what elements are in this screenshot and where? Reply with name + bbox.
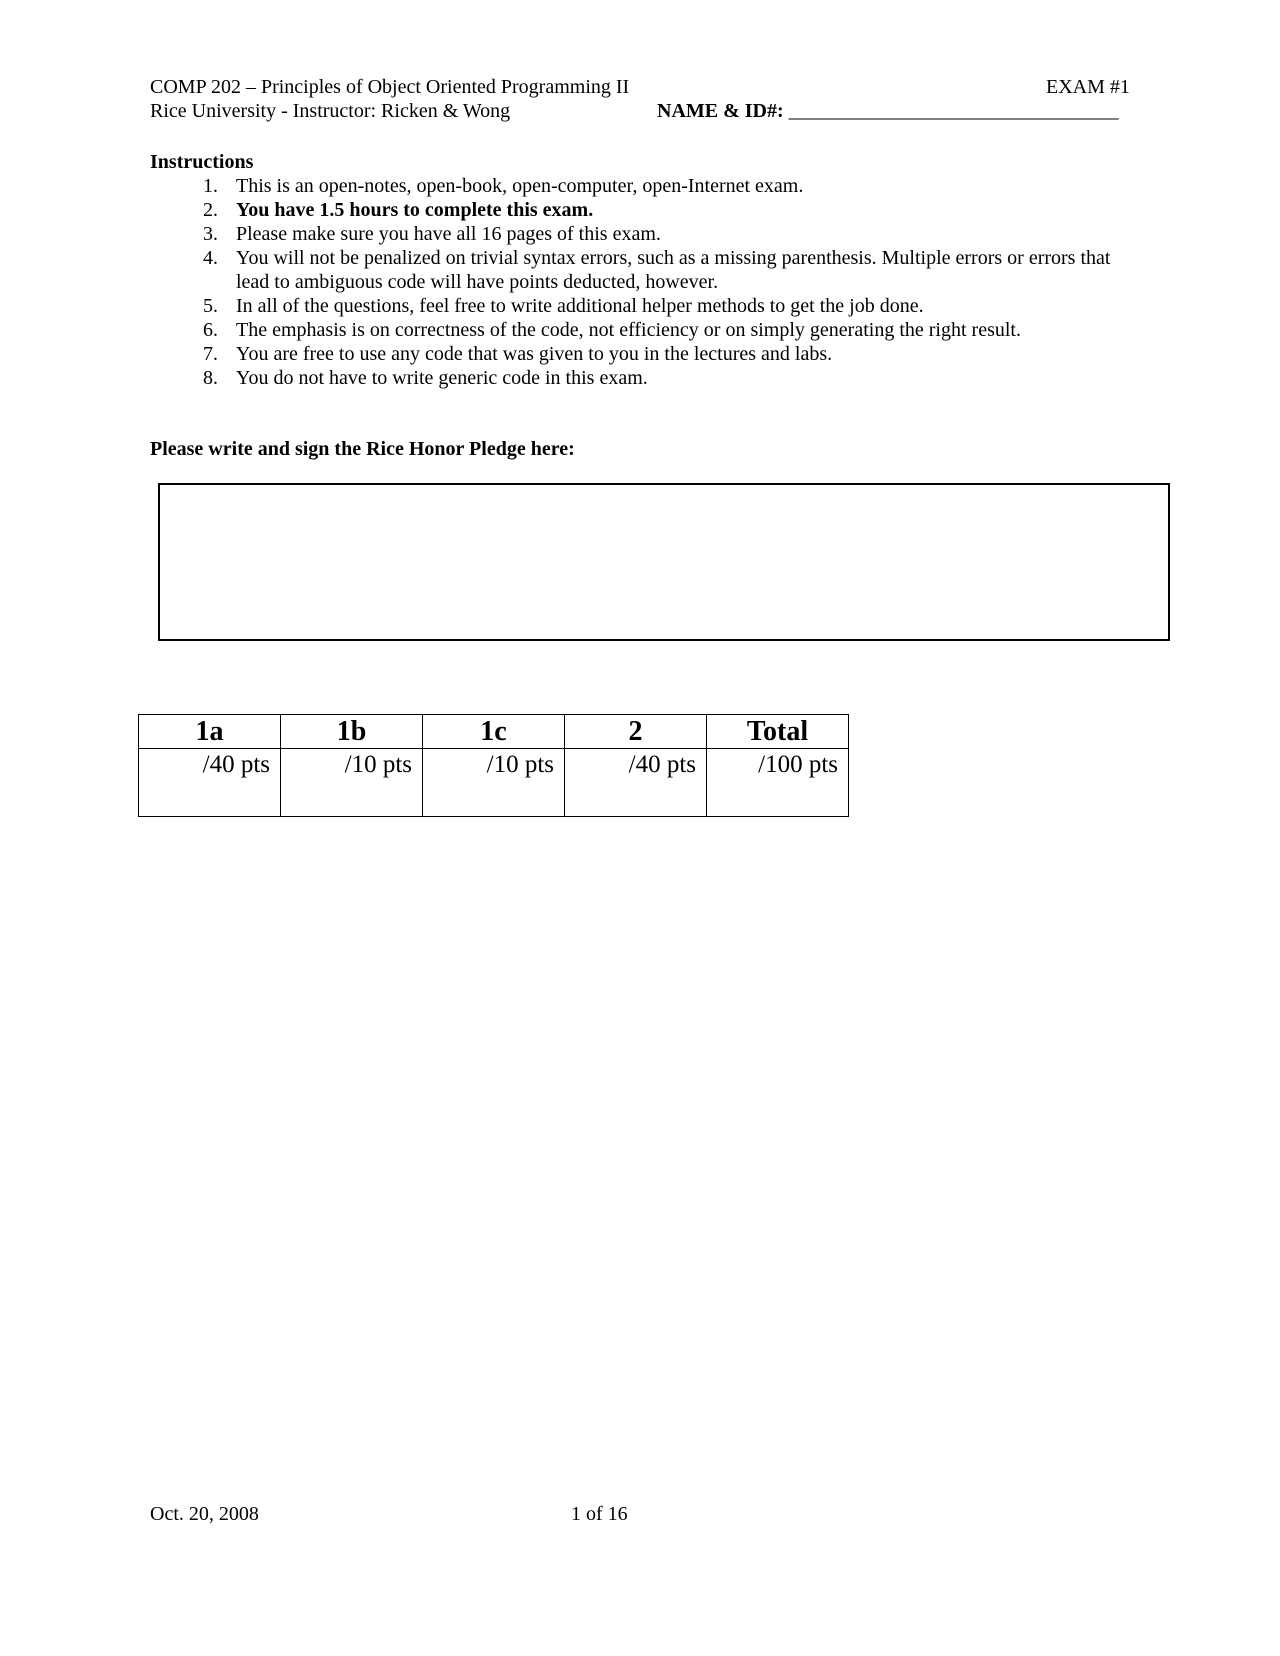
list-item xyxy=(150,342,1130,366)
list-item xyxy=(150,318,1130,342)
column-header: 1b xyxy=(281,715,423,749)
list-item xyxy=(150,294,1130,318)
item-number: 2. xyxy=(203,199,218,221)
pledge-label: Please write and sign the Rice Honor Pledge here: xyxy=(150,438,575,460)
item-number: 5. xyxy=(203,295,218,317)
instructions-title: Instructions xyxy=(150,151,254,173)
name-id-line xyxy=(657,99,1119,123)
column-header: 1c xyxy=(423,715,565,749)
list-item xyxy=(150,246,1130,294)
instructions-list xyxy=(150,174,1130,390)
column-header: 1a xyxy=(139,715,281,749)
item-number: 7. xyxy=(203,343,218,365)
footer-date: Oct. 20, 2008 xyxy=(150,1503,259,1525)
name-id-label: NAME & ID#: xyxy=(657,100,784,122)
table-header-row xyxy=(139,715,849,749)
pledge-box[interactable] xyxy=(158,483,1170,641)
course-title: COMP 202 – Principles of Object Oriented Programming II xyxy=(150,76,630,98)
item-number: 6. xyxy=(203,319,218,341)
item-text: You do not have to write generic code in this exam. xyxy=(236,367,648,389)
university-instructor: Rice University - Instructor: Ricken & Wong xyxy=(150,100,511,122)
column-header: Total xyxy=(707,715,849,749)
item-number: 4. xyxy=(203,247,218,269)
footer-page-number: 1 of 16 xyxy=(571,1503,628,1525)
score-cell[interactable]: /40 pts xyxy=(565,749,707,817)
item-text: You are free to use any code that was given to you in the lectures and labs. xyxy=(236,343,833,365)
item-text: This is an open-notes, open-book, open-computer, open-Internet exam. xyxy=(236,175,804,197)
item-text: You have 1.5 hours to complete this exam. xyxy=(236,199,594,221)
item-text: Please make sure you have all 16 pages of this exam. xyxy=(236,223,661,245)
score-cell[interactable]: /40 pts xyxy=(139,749,281,817)
item-text: The emphasis is on correctness of the code, not efficiency or on simply generating the right result. xyxy=(236,319,1021,341)
score-cell[interactable]: /10 pts xyxy=(423,749,565,817)
list-item xyxy=(150,198,1130,222)
list-item xyxy=(150,366,1130,390)
item-number: 3. xyxy=(203,223,218,245)
item-number: 8. xyxy=(203,367,218,389)
item-number: 1. xyxy=(203,175,218,197)
table-row xyxy=(139,749,849,817)
score-cell[interactable]: /10 pts xyxy=(281,749,423,817)
score-table xyxy=(138,714,849,817)
list-item xyxy=(150,174,1130,198)
name-id-blank[interactable]: _________________________________ xyxy=(788,100,1119,122)
exam-number: EXAM #1 xyxy=(1046,76,1130,98)
score-cell[interactable]: /100 pts xyxy=(707,749,849,817)
item-text: In all of the questions, feel free to write additional helper methods to get the job done. xyxy=(236,295,924,317)
item-text: You will not be penalized on trivial syntax errors, such as a missing parenthesis. Multiple errors or errors that lead to ambiguous code will have points deducted, however. xyxy=(236,247,1111,293)
list-item xyxy=(150,222,1130,246)
column-header: 2 xyxy=(565,715,707,749)
